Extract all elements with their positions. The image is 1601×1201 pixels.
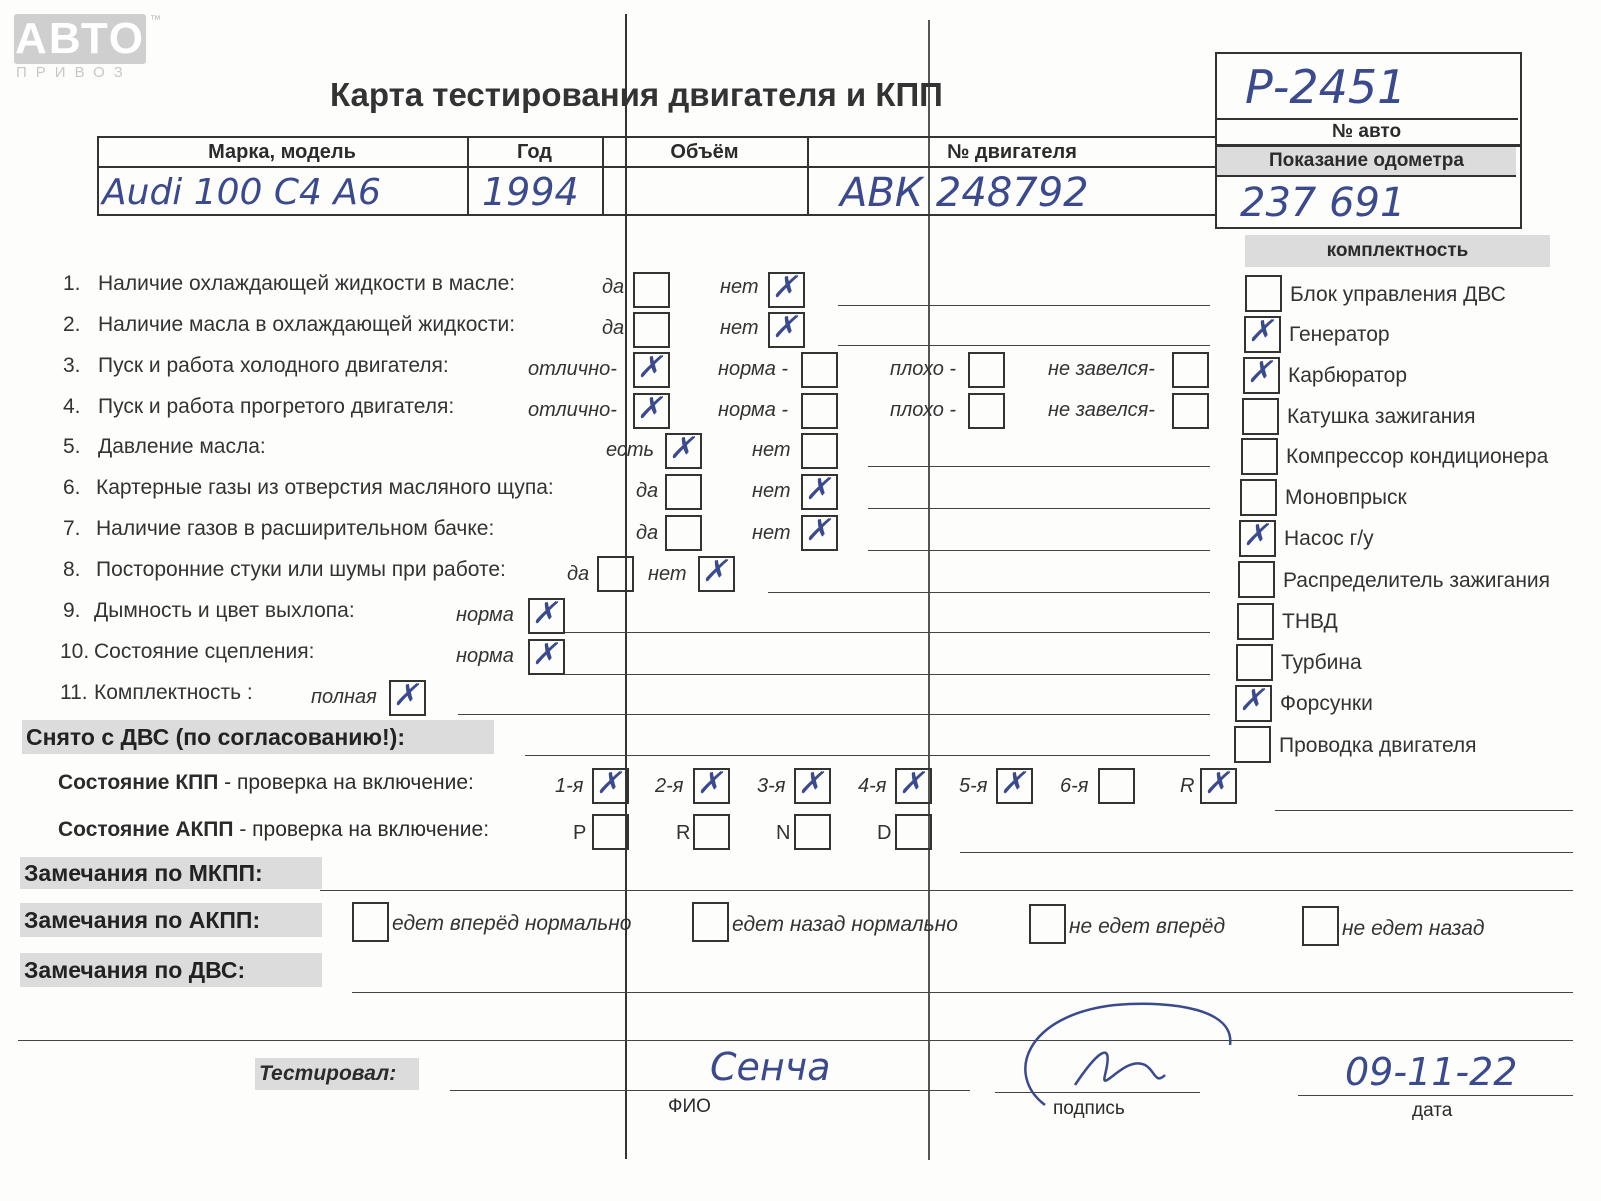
item-2-opt-yes: да (602, 317, 625, 339)
akpp-no-backward-checkbox[interactable] (1302, 906, 1339, 946)
completeness-item-10: Турбина (1281, 651, 1362, 674)
akpp-mode-p-checkbox[interactable] (592, 814, 629, 850)
item-2-opt-no: нет (720, 317, 759, 339)
completeness-item-12: Проводка двигателя (1279, 734, 1477, 757)
item-7-text: Наличие газов в расширительном бачке: (96, 517, 495, 540)
item-1-checkbox-yes[interactable] (633, 272, 670, 308)
akpp-mode-p-label: P (573, 822, 587, 844)
item-5-number: 5. (63, 435, 81, 458)
item-3-opt-bad: плохо - (890, 358, 957, 380)
item-5-checkbox-no[interactable] (801, 433, 838, 469)
header-make-model: Марка, модель (97, 136, 467, 168)
item-4-checkbox-bad[interactable] (968, 393, 1005, 429)
completeness-title: комплектность (1245, 235, 1550, 267)
item-6-opt-yes: да (636, 480, 659, 502)
item-4-text: Пуск и работа прогретого двигателя: (98, 395, 455, 418)
signature (1005, 995, 1245, 1125)
item-3-checkbox-bad[interactable] (968, 352, 1005, 388)
item-11-opt-full: полная (311, 686, 377, 708)
akpp-mode-d-checkbox[interactable] (895, 814, 932, 850)
item-9-opt-normal: норма (456, 604, 514, 626)
item-3-checkbox-no-start[interactable] (1172, 352, 1209, 388)
akpp-forward-ok-label: едет вперёд нормально (392, 912, 632, 935)
completeness-checkbox-10[interactable] (1236, 644, 1273, 681)
completeness-item-6: Моновпрыск (1285, 486, 1407, 509)
item-5-text: Давление масла: (98, 435, 266, 458)
akpp-backward-ok-label: едет назад нормально (732, 913, 958, 936)
gear-2-mark: ✗ (696, 767, 723, 800)
odometer-label: Показание одометра (1217, 147, 1516, 177)
item-10-text: Состояние сцепления: (94, 640, 315, 663)
item-8-number: 8. (63, 558, 81, 581)
completeness-mark-7: ✗ (1242, 519, 1269, 552)
item-2-mark-no: ✗ (771, 311, 798, 344)
akpp-label: Состояние АКПП - проверка на включение: (58, 818, 490, 841)
completeness-mark-3: ✗ (1246, 356, 1273, 389)
completeness-item-9: ТНВД (1282, 610, 1338, 633)
item-4-number: 4. (63, 395, 81, 418)
gear-4-mark: ✗ (898, 767, 925, 800)
engine-no-value: АВК 248792 (840, 170, 1089, 216)
item-3-opt-normal: норма - (718, 358, 789, 380)
item-6-mark-no: ✗ (804, 473, 831, 506)
completeness-mark-2: ✗ (1247, 315, 1274, 348)
header-engine-no: № двигателя (807, 136, 1217, 168)
signature-label: подпись (1053, 1098, 1125, 1119)
completeness-item-7: Насос г/у (1284, 527, 1374, 550)
completeness-item-4: Катушка зажигания (1287, 405, 1476, 428)
akpp-mode-d-label: D (877, 822, 892, 844)
item-4-opt-excellent: отлично- (528, 399, 617, 421)
item-3-mark-excellent: ✗ (636, 351, 663, 384)
gear-r-mark: ✗ (1203, 767, 1230, 800)
item-2-number: 2. (63, 313, 81, 336)
item-10-opt-normal: норма (456, 645, 514, 667)
item-4-checkbox-normal[interactable] (801, 393, 838, 429)
completeness-item-2: Генератор (1289, 323, 1390, 346)
item-2-checkbox-yes[interactable] (633, 312, 670, 348)
akpp-backward-ok-checkbox[interactable] (692, 902, 729, 942)
item-7-opt-no: нет (752, 522, 791, 544)
item-7-checkbox-yes[interactable] (665, 515, 702, 551)
year-value: 1994 (482, 170, 579, 214)
completeness-checkbox-4[interactable] (1242, 398, 1279, 435)
remarks-mkpp-label: Замечания по МКПП: (20, 857, 322, 889)
item-3-opt-no-start: не завелся- (1048, 358, 1155, 380)
remarks-akpp-label: Замечания по АКПП: (20, 903, 322, 937)
completeness-checkbox-8[interactable] (1238, 561, 1275, 598)
completeness-checkbox-6[interactable] (1240, 479, 1277, 516)
item-5-mark-yes: ✗ (668, 432, 695, 465)
car-number-label: № авто (1215, 118, 1518, 144)
item-4-opt-no-start: не завелся- (1048, 399, 1155, 421)
item-4-mark-excellent: ✗ (636, 392, 663, 425)
item-6-number: 6. (63, 476, 81, 499)
akpp-no-backward-label: не едет назад (1342, 917, 1485, 940)
date-value: 09-11-22 (1345, 1050, 1518, 1094)
item-11-mark-full: ✗ (392, 679, 419, 712)
completeness-checkbox-9[interactable] (1237, 603, 1274, 640)
akpp-no-forward-checkbox[interactable] (1029, 904, 1066, 944)
gear-3-label: 3-я (757, 775, 786, 797)
item-8-checkbox-yes[interactable] (597, 556, 634, 592)
item-4-opt-bad: плохо - (890, 399, 957, 421)
logo: АВТО (15, 14, 145, 63)
akpp-mode-r-checkbox[interactable] (693, 814, 730, 850)
completeness-item-11: Форсунки (1280, 692, 1373, 715)
item-3-checkbox-normal[interactable] (801, 352, 838, 388)
item-6-checkbox-yes[interactable] (665, 474, 702, 510)
item-6-text: Картерные газы из отверстия масляного щупа: (96, 476, 554, 499)
item-9-number: 9. (63, 599, 81, 622)
completeness-checkbox-1[interactable] (1245, 275, 1282, 312)
gear-r-label: R (1180, 775, 1195, 797)
item-7-number: 7. (63, 517, 81, 540)
item-3-text: Пуск и работа холодного двигателя: (98, 354, 449, 377)
gear-6-label: 6-я (1060, 775, 1089, 797)
gear-1-mark: ✗ (595, 767, 622, 800)
item-8-opt-yes: да (567, 563, 590, 585)
item-3-number: 3. (63, 354, 81, 377)
item-10-mark-normal: ✗ (531, 638, 558, 671)
akpp-mode-n-label: N (776, 822, 791, 844)
item-5-opt-no: нет (752, 439, 791, 461)
date-label: дата (1412, 1100, 1453, 1121)
completeness-item-1: Блок управления ДВС (1290, 283, 1506, 306)
completeness-item-3: Карбюратор (1288, 364, 1408, 387)
akpp-mode-n-checkbox[interactable] (794, 814, 831, 850)
item-4-checkbox-no-start[interactable] (1172, 393, 1209, 429)
make-model-value: Audi 100 С4 А6 (102, 172, 381, 213)
akpp-forward-ok-checkbox[interactable] (352, 902, 389, 942)
completeness-mark-11: ✗ (1238, 684, 1265, 717)
item-6-opt-no: нет (752, 480, 791, 502)
item-1-text: Наличие охлаждающей жидкости в масле: (98, 272, 516, 295)
item-8-text: Посторонние стуки или шумы при работе: (96, 558, 506, 581)
fio-label: ФИО (668, 1096, 711, 1117)
item-3-opt-excellent: отлично- (528, 358, 617, 380)
logo-subtitle: ПРИВОЗ (16, 64, 132, 81)
remarks-dvs-label: Замечания по ДВС: (20, 953, 322, 987)
fio-value: Сенча (710, 1045, 831, 1089)
akpp-no-forward-label: не едет вперёд (1069, 915, 1226, 938)
item-2-text: Наличие масла в охлаждающей жидкости: (98, 313, 516, 336)
gear-3-mark: ✗ (797, 767, 824, 800)
item-8-opt-no: нет (648, 563, 687, 585)
gear-5-mark: ✗ (999, 767, 1026, 800)
completeness-item-5: Компрессор кондиционера (1286, 445, 1549, 468)
gear-2-label: 2-я (655, 775, 684, 797)
item-10-number: 10. (60, 640, 90, 663)
gear-4-label: 4-я (858, 775, 887, 797)
item-9-mark-normal: ✗ (531, 597, 558, 630)
item-1-opt-yes: да (602, 276, 625, 298)
gear-6-checkbox[interactable] (1098, 768, 1135, 804)
item-11-number: 11. (60, 681, 88, 704)
page-title: Карта тестирования двигателя и КПП (330, 76, 943, 113)
logo-trademark: ™ (150, 14, 161, 26)
tested-by-label: Тестировал: (255, 1058, 419, 1090)
completeness-checkbox-5[interactable] (1241, 438, 1278, 475)
item-4-opt-normal: норма - (718, 399, 789, 421)
header-volume: Объём (602, 136, 807, 168)
gear-1-label: 1-я (555, 775, 584, 797)
header-year: Год (467, 136, 602, 168)
removed-label: Снято с ДВС (по согласованию!): (22, 720, 494, 754)
item-1-opt-no: нет (720, 276, 759, 298)
item-5-opt-yes: есть (606, 439, 655, 461)
item-9-text: Дымность и цвет выхлопа: (94, 599, 355, 622)
item-11-text: Комплектность : (94, 681, 253, 704)
akpp-mode-r-label: R (676, 822, 691, 844)
item-7-opt-yes: да (636, 522, 659, 544)
odometer-value: 237 691 (1240, 180, 1406, 226)
gear-5-label: 5-я (959, 775, 988, 797)
item-8-mark-no: ✗ (701, 555, 728, 588)
completeness-item-8: Распределитель зажигания (1283, 569, 1551, 592)
item-1-mark-no: ✗ (771, 271, 798, 304)
kpp-label: Состояние КПП - проверка на включение: (58, 771, 474, 794)
item-7-mark-no: ✗ (804, 514, 831, 547)
completeness-checkbox-12[interactable] (1234, 726, 1271, 763)
item-1-number: 1. (63, 272, 81, 295)
car-number-value: Р-2451 (1245, 60, 1407, 114)
